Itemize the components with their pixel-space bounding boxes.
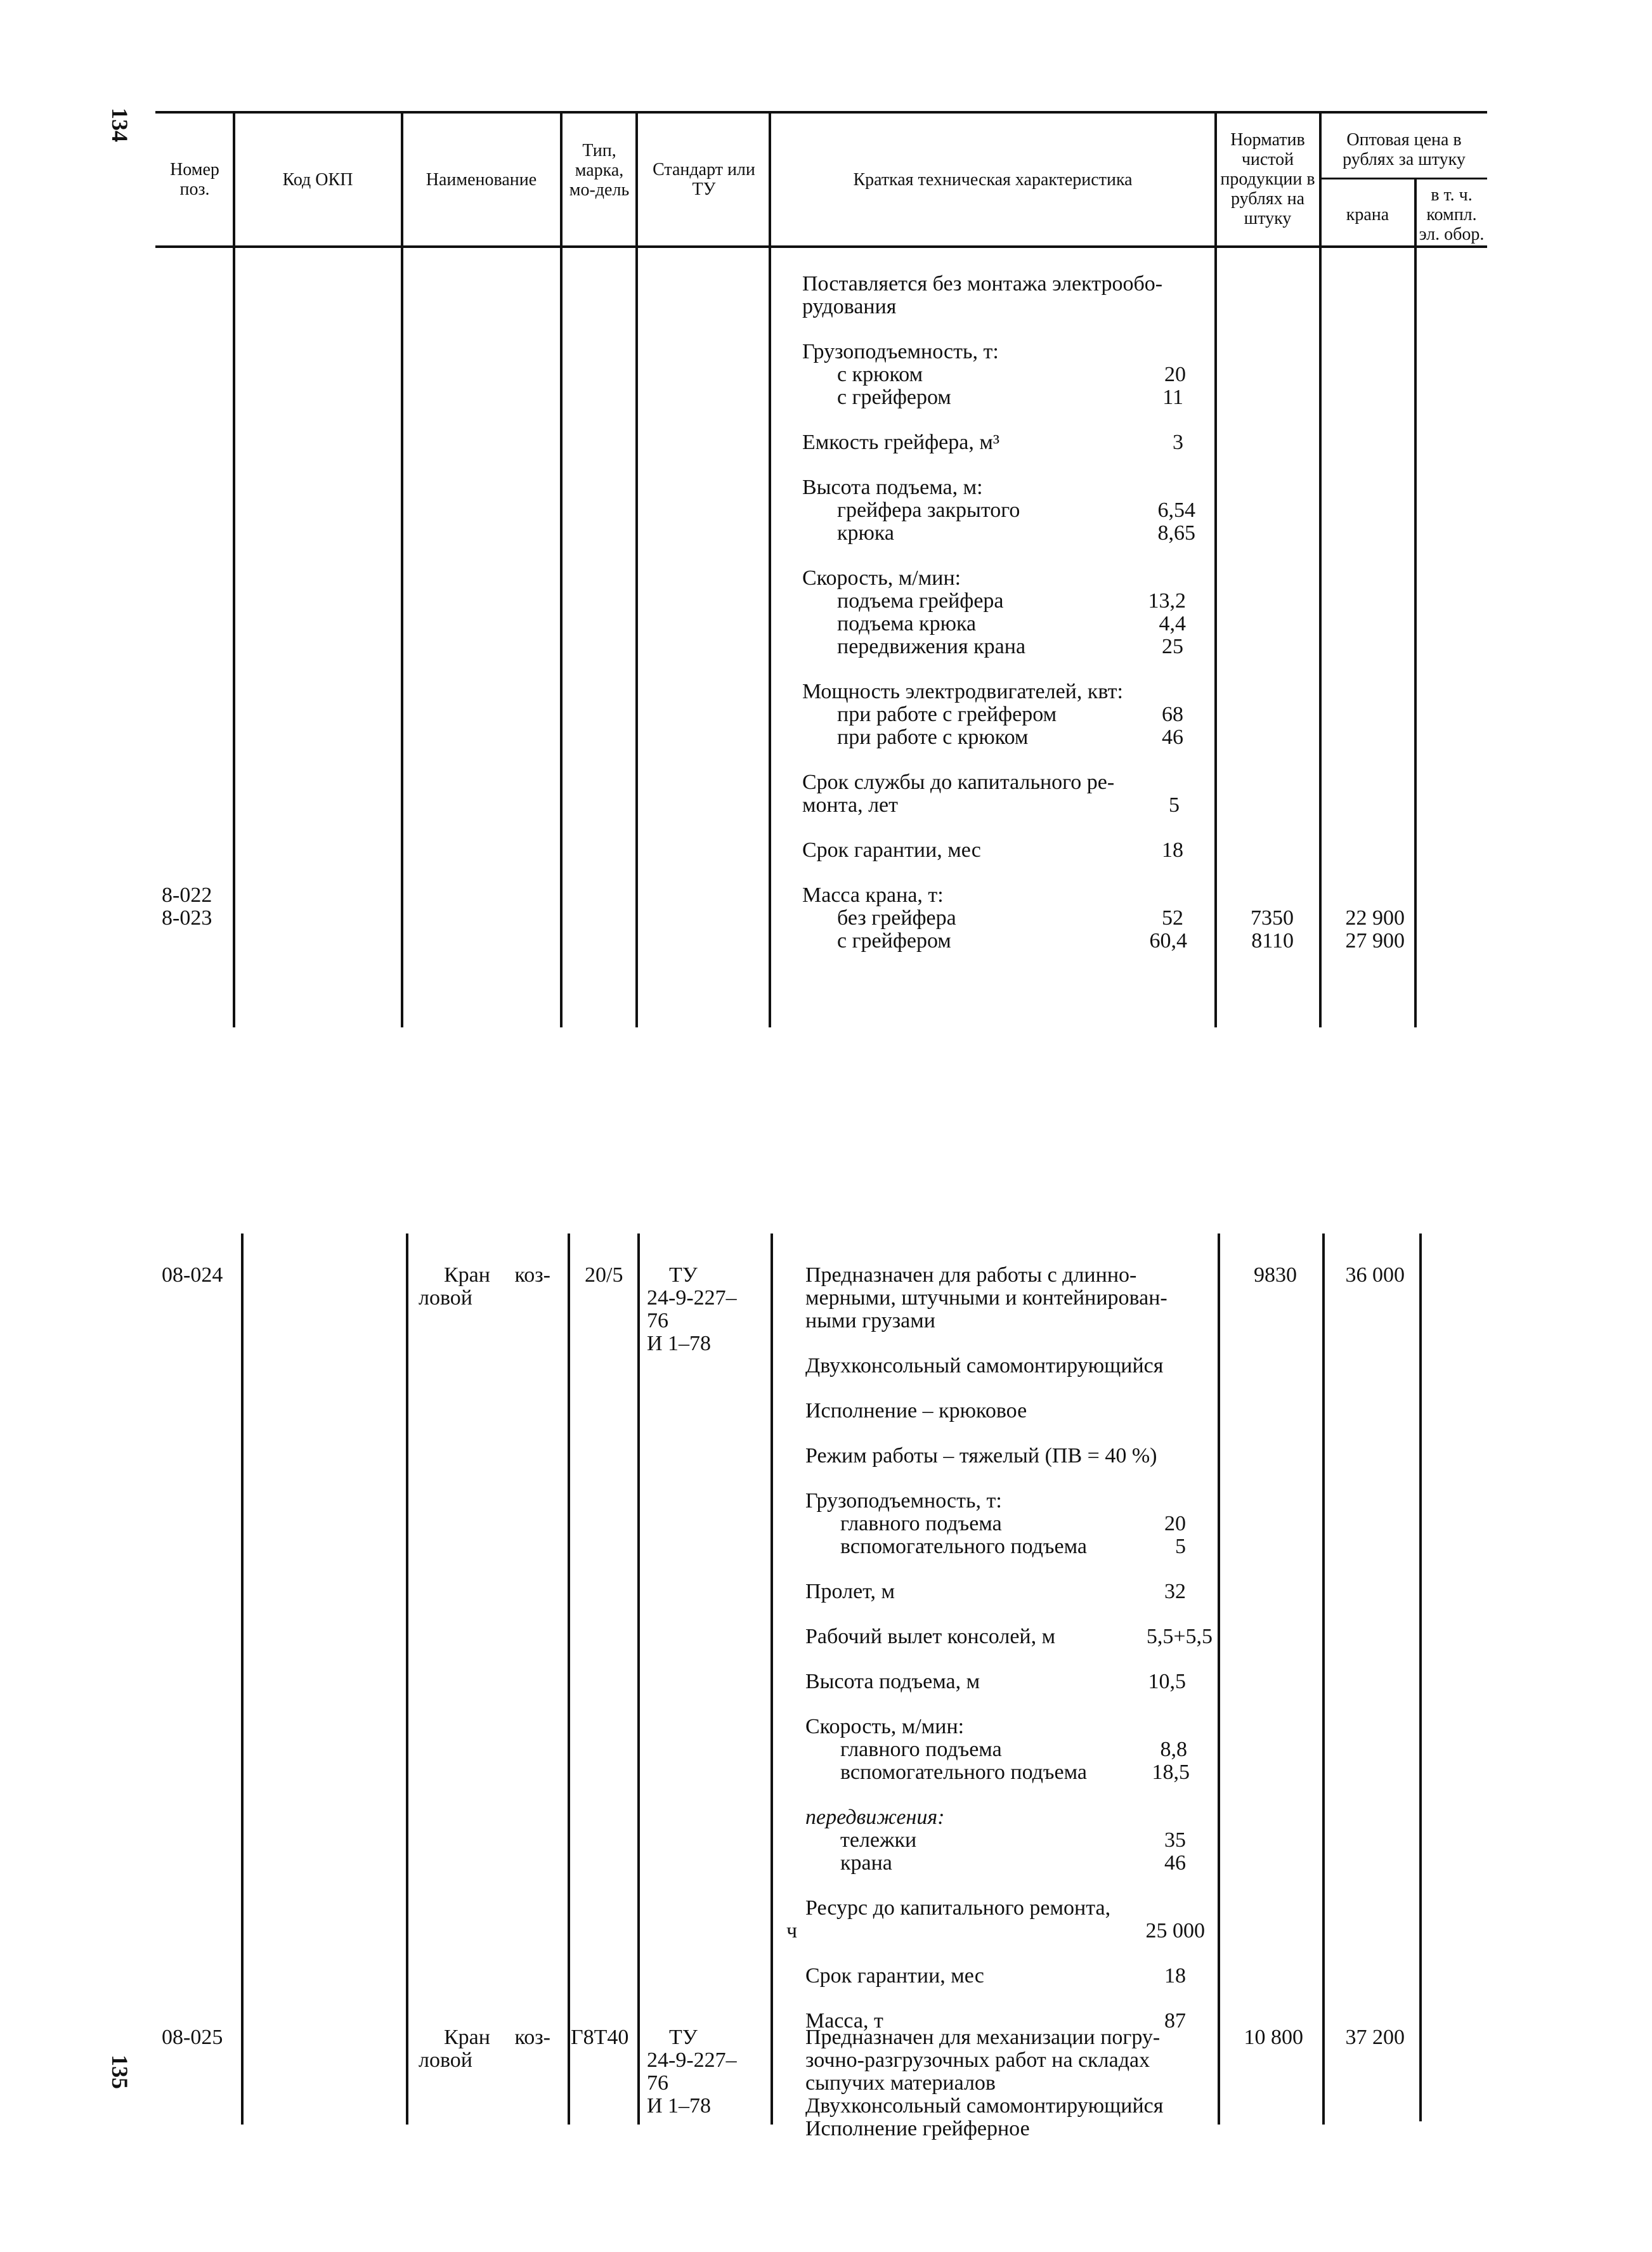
item-name: ловой	[419, 1286, 472, 1310]
norm-value: 7350	[1251, 906, 1294, 930]
header-okp-code: Код ОКП	[282, 170, 353, 190]
desc-line: Срок гарантии, мес	[802, 838, 981, 862]
desc-line: с грейфером	[837, 929, 951, 953]
desc-line: Грузоподъемность, т:	[802, 340, 999, 363]
desc-line: ными грузами	[805, 1309, 935, 1332]
desc-line: передвижения крана	[837, 635, 1026, 658]
value: 46	[1162, 726, 1183, 749]
desc-line: сыпучих материалов	[805, 2071, 996, 2095]
position-number: 08-025	[162, 2026, 223, 2049]
desc-line: Двухконсольный самомонтирующийся	[805, 1354, 1164, 1377]
desc-line: Ресурс до капитального ремонта,	[805, 1896, 1111, 1920]
item-name: Кран коз-	[444, 2026, 551, 2049]
value: 6,54	[1157, 498, 1195, 522]
page-number-top: 134	[107, 108, 133, 142]
desc-line: подъема крюка	[837, 612, 977, 635]
desc-line: Предназначен для механизации погру-	[805, 2026, 1161, 2049]
header-description: Краткая техническая характеристика	[853, 170, 1133, 190]
value: 52	[1162, 906, 1183, 930]
desc-line: рудования	[802, 295, 897, 318]
value: 5	[1175, 1535, 1186, 1558]
desc-line: монта, лет	[802, 793, 898, 817]
item-name: ловой	[419, 2048, 472, 2072]
price-value: 37 200	[1345, 2026, 1405, 2049]
value: 32	[1164, 1580, 1186, 1603]
value: 5	[1169, 793, 1180, 817]
value: 18,5	[1152, 1761, 1190, 1784]
desc-line: вспомогательного подъема	[840, 1535, 1087, 1558]
norm-value: 10 800	[1244, 2026, 1303, 2049]
item-standard: И 1–78	[647, 1332, 712, 1355]
desc-line: Режим работы – тяжелый (ПВ = 40 %)	[805, 1444, 1157, 1468]
desc-line: Масса, т	[805, 2009, 883, 2033]
value: 5,5+5,5	[1146, 1625, 1213, 1648]
position-number: 8-022	[162, 883, 212, 907]
desc-line: Поставляется без монтажа электрообо-	[802, 272, 1163, 296]
desc-line: передвижения:	[805, 1806, 945, 1829]
item-standard: ТУ	[669, 1263, 698, 1287]
value: 11	[1162, 386, 1183, 409]
desc-line: зочно-разгрузочных работ на складах	[805, 2048, 1150, 2072]
desc-line: ч	[786, 1919, 798, 1943]
value: 18	[1164, 1964, 1186, 1988]
header-wholesale-price: Оптовая цена в рублях за штуку	[1343, 130, 1466, 169]
value: 25 000	[1145, 1919, 1205, 1943]
desc-line: крана	[840, 1851, 892, 1875]
desc-line: при работе с крюком	[837, 726, 1029, 749]
desc-line: без грейфера	[837, 906, 956, 930]
header-incl-electrical: в т. ч. компл. эл. обор.	[1419, 185, 1485, 244]
price-value: 36 000	[1345, 1263, 1405, 1287]
desc-line: Предназначен для работы с длинно-	[805, 1263, 1137, 1287]
header-net-production-norm: Норматив чистой продукции в рублях на штуку	[1220, 130, 1315, 228]
desc-line: Исполнение – крюковое	[805, 1399, 1027, 1422]
norm-value: 9830	[1254, 1263, 1297, 1287]
value: 18	[1162, 838, 1183, 862]
value: 25	[1162, 635, 1183, 658]
value: 8,65	[1157, 521, 1195, 545]
header-crane-price: крана	[1346, 205, 1389, 225]
desc-line: Двухконсольный самомонтирующийся	[805, 2094, 1164, 2118]
desc-line: Высота подъема, м	[805, 1670, 980, 1693]
item-standard: И 1–78	[647, 2094, 712, 2118]
desc-line: грейфера закрытого	[837, 498, 1020, 522]
desc-line: подъема грейфера	[837, 589, 1004, 613]
header-name: Наименование	[426, 170, 537, 190]
desc-line: Емкость грейфера, м³	[802, 431, 1000, 454]
header-type-model: Тип, марка, мо-дель	[569, 141, 630, 200]
value: 10,5	[1148, 1670, 1186, 1693]
page-number-bottom: 135	[107, 2055, 133, 2089]
desc-line: при работе с грейфером	[837, 703, 1057, 726]
desc-line: Рабочий вылет консолей, м	[805, 1625, 1056, 1648]
desc-line: главного подъема	[840, 1738, 1002, 1761]
position-number: 08-024	[162, 1263, 223, 1287]
desc-line: главного подъема	[840, 1512, 1002, 1535]
desc-line: с грейфером	[837, 386, 951, 409]
norm-value: 8110	[1251, 929, 1294, 953]
desc-line: Высота подъема, м:	[802, 476, 983, 499]
value: 4,4	[1159, 612, 1186, 635]
item-name: Кран коз-	[444, 1263, 551, 1287]
desc-line: Скорость, м/мин:	[805, 1715, 965, 1738]
price-value: 22 900	[1345, 906, 1405, 930]
value: 8,8	[1160, 1738, 1187, 1761]
value: 60,4	[1149, 929, 1187, 953]
desc-line: Исполнение грейферное	[805, 2117, 1030, 2140]
value: 46	[1164, 1851, 1186, 1875]
desc-line: с крюком	[837, 363, 923, 386]
value: 68	[1162, 703, 1183, 726]
header-position-number: Номер поз.	[170, 160, 219, 199]
desc-line: тележки	[840, 1828, 917, 1852]
value: 20	[1164, 363, 1186, 386]
header-standard: Стандарт или ТУ	[653, 160, 755, 199]
item-standard: 24-9-227–	[647, 1286, 737, 1310]
item-type: 20/5	[585, 1263, 623, 1287]
desc-line: Срок службы до капитального ре-	[802, 771, 1115, 794]
item-standard: ТУ	[669, 2026, 698, 2049]
item-standard: 76	[647, 1309, 668, 1332]
desc-line: Срок гарантии, мес	[805, 1964, 984, 1988]
desc-line: Масса крана, т:	[802, 883, 944, 907]
value: 13,2	[1148, 589, 1186, 613]
position-number: 8-023	[162, 906, 212, 930]
value: 3	[1173, 431, 1183, 454]
desc-line: мерными, штучными и контейнирован-	[805, 1286, 1167, 1310]
desc-line: Пролет, м	[805, 1580, 895, 1603]
price-value: 27 900	[1345, 929, 1405, 953]
value: 20	[1164, 1512, 1186, 1535]
desc-line: вспомогательного подъема	[840, 1761, 1087, 1784]
item-standard: 76	[647, 2071, 668, 2095]
value: 87	[1164, 2009, 1186, 2033]
item-type: Г8Т40	[571, 2026, 629, 2049]
desc-line: Мощность электродвигателей, квт:	[802, 680, 1123, 703]
desc-line: крюка	[837, 521, 895, 545]
item-standard: 24-9-227–	[647, 2048, 737, 2072]
desc-line: Грузоподъемность, т:	[805, 1489, 1002, 1513]
desc-line: Скорость, м/мин:	[802, 566, 961, 590]
value: 35	[1164, 1828, 1186, 1852]
